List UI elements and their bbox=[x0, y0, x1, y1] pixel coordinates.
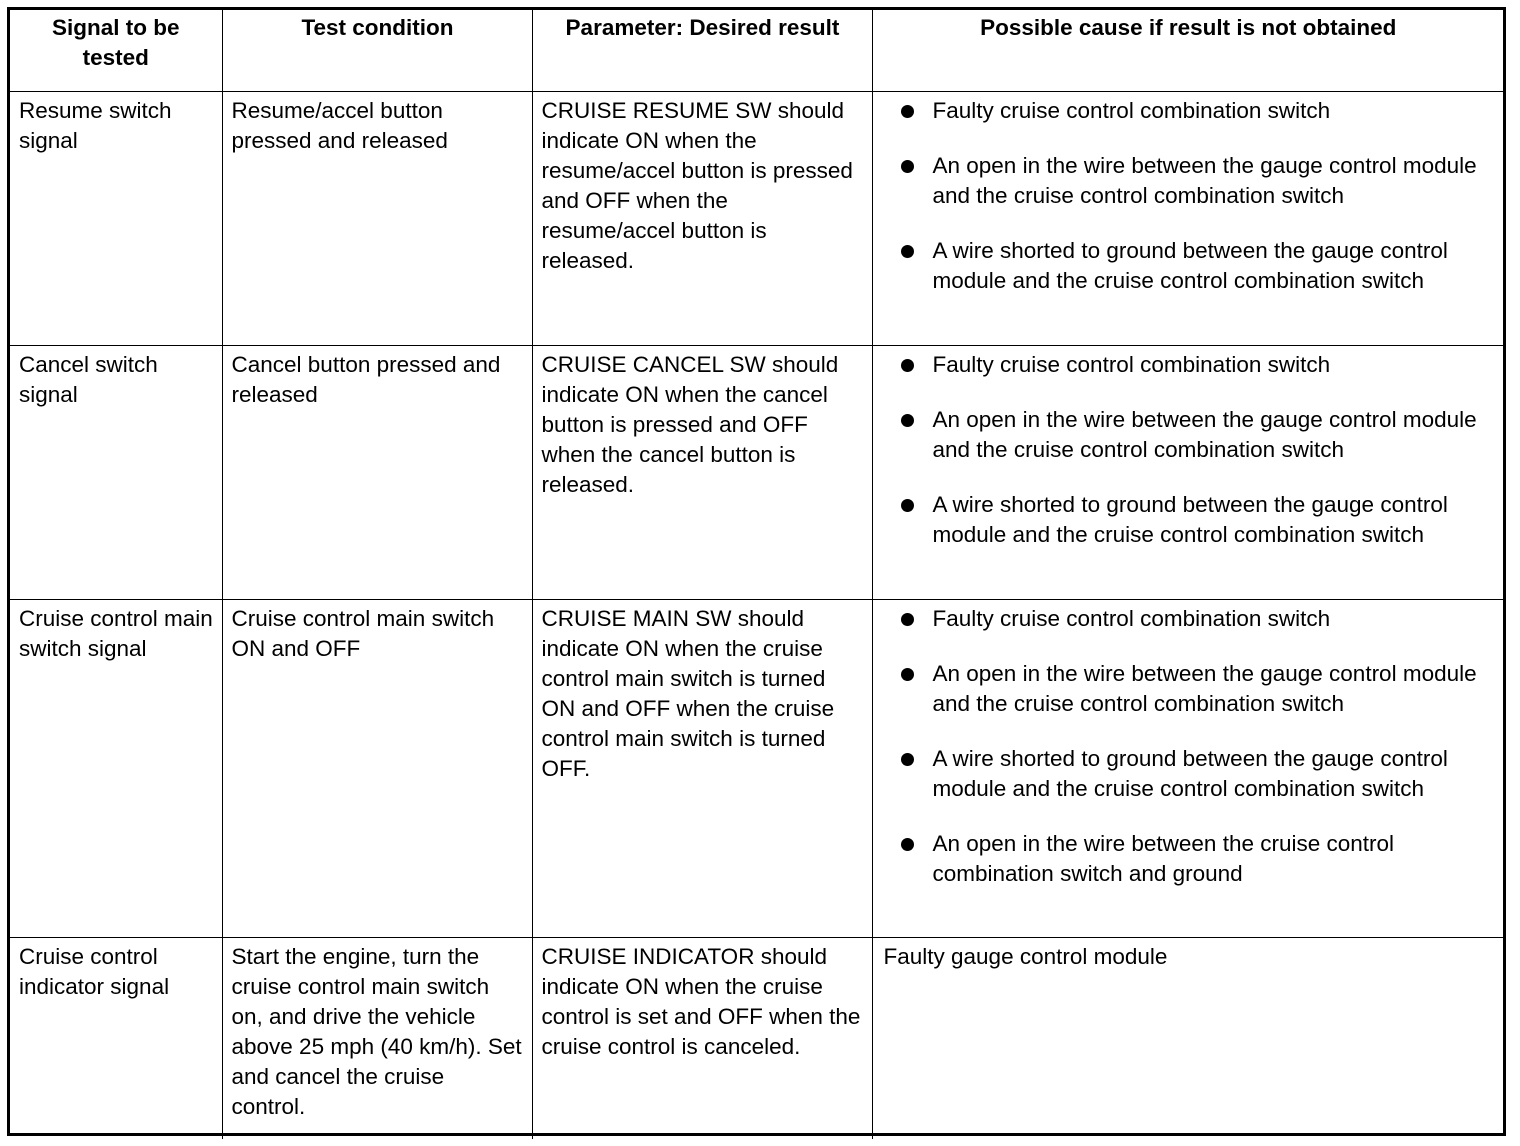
signal-cell: Cruise control main switch signal bbox=[10, 599, 222, 937]
result-cell: CRUISE MAIN SW should indicate ON when the cruise control main switch is turned ON and OFF when the cruise control main switch is turned OFF. bbox=[532, 599, 872, 937]
cause-item bbox=[882, 405, 1496, 465]
cause-text: Faulty cruise control combination switch bbox=[932, 351, 1331, 377]
result-cell: CRUISE CANCEL SW should indicate ON when the cancel button is pressed and OFF when the cancel button is released. bbox=[532, 345, 872, 599]
signal-cell: Cruise control indicator signal bbox=[10, 937, 222, 1139]
cause-item bbox=[882, 829, 1496, 889]
signal-cell: Resume switch signal bbox=[10, 91, 222, 345]
cause-text: A wire shorted to ground between the gauge control module and the cruise control combination switch bbox=[932, 745, 1448, 801]
cause-item bbox=[882, 151, 1496, 211]
table-row bbox=[10, 345, 1503, 599]
bullet-icon bbox=[901, 613, 914, 626]
table-row bbox=[10, 937, 1503, 1139]
cause-text: Faulty gauge control module bbox=[883, 943, 1168, 969]
bullet-icon bbox=[901, 838, 914, 851]
condition-cell: Cruise control main switch ON and OFF bbox=[222, 599, 532, 937]
cause-text: An open in the wire between the cruise control combination switch and ground bbox=[932, 830, 1395, 886]
cause-list bbox=[882, 350, 1496, 550]
cause-item bbox=[882, 604, 1496, 634]
table-row bbox=[10, 599, 1503, 937]
condition-cell: Start the engine, turn the cruise control main switch on, and drive the vehicle above 25 mph (40 km/h). Set and cancel the cruise control. bbox=[222, 937, 532, 1139]
bullet-icon bbox=[901, 499, 914, 512]
bullet-icon bbox=[901, 160, 914, 173]
cause-cell bbox=[872, 599, 1503, 937]
bullet-icon bbox=[901, 105, 914, 118]
cause-text: An open in the wire between the gauge control module and the cruise control combination switch bbox=[932, 152, 1477, 208]
cause-item bbox=[882, 96, 1496, 126]
condition-cell: Cancel button pressed and released bbox=[222, 345, 532, 599]
header-cause: Possible cause if result is not obtained bbox=[872, 10, 1503, 91]
header-signal: Signal to be tested bbox=[10, 10, 222, 91]
result-cell: CRUISE INDICATOR should indicate ON when the cruise control is set and OFF when the cruise control is canceled. bbox=[532, 937, 872, 1139]
cause-item bbox=[882, 659, 1496, 719]
bullet-icon bbox=[901, 668, 914, 681]
header-result: Parameter: Desired result bbox=[532, 10, 872, 91]
cause-text: Faulty cruise control combination switch bbox=[932, 97, 1331, 123]
cause-text: An open in the wire between the gauge control module and the cruise control combination switch bbox=[932, 660, 1477, 716]
diagnostic-table-frame bbox=[7, 7, 1506, 1136]
header-condition: Test condition bbox=[222, 10, 532, 91]
bullet-icon bbox=[901, 753, 914, 766]
signal-cell: Cancel switch signal bbox=[10, 345, 222, 599]
cause-item bbox=[882, 350, 1496, 380]
condition-cell: Resume/accel button pressed and released bbox=[222, 91, 532, 345]
cause-cell bbox=[872, 91, 1503, 345]
cause-text: A wire shorted to ground between the gauge control module and the cruise control combination switch bbox=[932, 237, 1448, 293]
result-cell: CRUISE RESUME SW should indicate ON when the resume/accel button is pressed and OFF when the resume/accel button is released. bbox=[532, 91, 872, 345]
cause-list bbox=[882, 96, 1496, 296]
cause-cell bbox=[872, 345, 1503, 599]
bullet-icon bbox=[901, 359, 914, 372]
bullet-icon bbox=[901, 245, 914, 258]
signal-test-table bbox=[10, 10, 1503, 1139]
cause-cell bbox=[872, 937, 1503, 1139]
table-row bbox=[10, 91, 1503, 345]
cause-text: An open in the wire between the gauge control module and the cruise control combination switch bbox=[932, 406, 1477, 462]
cause-text: Faulty cruise control combination switch bbox=[932, 605, 1331, 631]
bullet-icon bbox=[901, 414, 914, 427]
cause-list bbox=[882, 604, 1496, 889]
cause-text: A wire shorted to ground between the gauge control module and the cruise control combination switch bbox=[932, 491, 1448, 547]
cause-item bbox=[882, 744, 1496, 804]
table-header-row bbox=[10, 10, 1503, 91]
cause-item bbox=[882, 236, 1496, 296]
cause-item bbox=[882, 490, 1496, 550]
